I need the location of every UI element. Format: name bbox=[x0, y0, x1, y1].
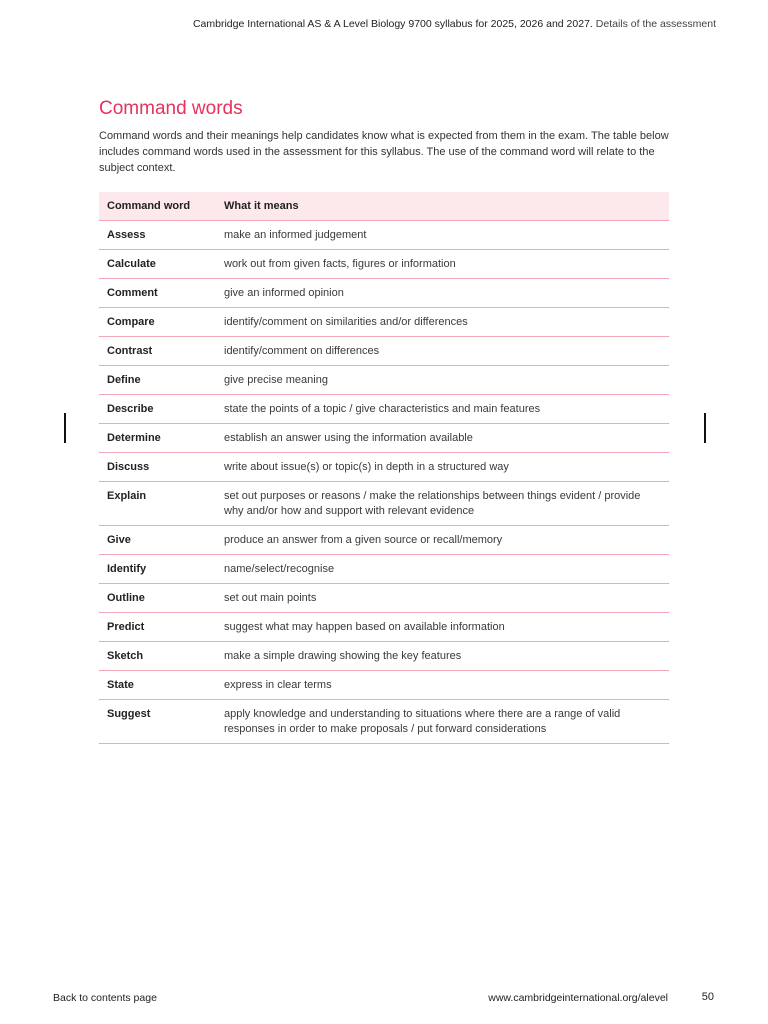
table-row bbox=[99, 584, 669, 613]
command-word-cell: Predict bbox=[99, 613, 216, 642]
website-link[interactable]: www.cambridgeinternational.org/alevel bbox=[488, 992, 668, 1004]
column-header-meaning: What it means bbox=[224, 200, 299, 212]
table-row bbox=[99, 337, 669, 366]
table-row bbox=[99, 424, 669, 453]
table-row bbox=[99, 308, 669, 337]
table-row bbox=[99, 642, 669, 671]
command-word-cell: Sketch bbox=[99, 642, 216, 671]
table-row bbox=[99, 555, 669, 584]
column-header-command-word: Command word bbox=[107, 200, 191, 212]
meaning-cell: set out main points bbox=[216, 584, 669, 613]
meaning-cell: apply knowledge and understanding to situations where there are a range of valid responses in order to make proposals / put forward considerations bbox=[216, 700, 669, 744]
meaning-cell: give an informed opinion bbox=[216, 279, 669, 308]
document-title: Cambridge International AS & A Level Biology 9700 syllabus for 2025, 2026 and 2027. bbox=[192, 18, 593, 30]
command-word-cell: State bbox=[99, 671, 216, 700]
meaning-cell: state the points of a topic / give characteristics and main features bbox=[216, 395, 669, 424]
table-row bbox=[99, 526, 669, 555]
intro-paragraph: Command words and their meanings help candidates know what is expected from them in the exam. The table below includes command words used in the assessment for this syllabus. The use of the command word will relate to the subject context. bbox=[99, 130, 669, 174]
table-row bbox=[99, 250, 669, 279]
command-word-cell: Compare bbox=[99, 308, 216, 337]
command-word-cell: Give bbox=[99, 526, 216, 555]
meaning-cell: identify/comment on differences bbox=[216, 337, 669, 366]
table-row bbox=[99, 671, 669, 700]
table-row bbox=[99, 482, 669, 526]
command-word-cell: Calculate bbox=[99, 250, 216, 279]
command-word-cell: Assess bbox=[99, 221, 216, 250]
meaning-cell: set out purposes or reasons / make the relationships between things evident / provide why and/or how and support with relevant evidence bbox=[216, 482, 669, 526]
command-word-cell: Explain bbox=[99, 482, 216, 526]
meaning-cell: give precise meaning bbox=[216, 366, 669, 395]
table-row bbox=[99, 279, 669, 308]
meaning-cell: establish an answer using the information available bbox=[216, 424, 669, 453]
running-header bbox=[193, 18, 716, 30]
meaning-cell: express in clear terms bbox=[216, 671, 669, 700]
back-to-contents-link[interactable]: Back to contents page bbox=[53, 992, 157, 1004]
command-word-cell: Contrast bbox=[99, 337, 216, 366]
table-body bbox=[99, 221, 669, 744]
table-row bbox=[99, 700, 669, 744]
command-word-cell: Determine bbox=[99, 424, 216, 453]
meaning-cell: write about issue(s) or topic(s) in depth in a structured way bbox=[216, 453, 669, 482]
change-bar-right bbox=[704, 413, 706, 443]
command-word-cell: Define bbox=[99, 366, 216, 395]
command-word-cell: Suggest bbox=[99, 700, 216, 744]
table-header-row bbox=[99, 192, 669, 221]
meaning-cell: make a simple drawing showing the key features bbox=[216, 642, 669, 671]
command-word-cell: Identify bbox=[99, 555, 216, 584]
command-word-cell: Comment bbox=[99, 279, 216, 308]
command-word-cell: Discuss bbox=[99, 453, 216, 482]
meaning-cell: make an informed judgement bbox=[216, 221, 669, 250]
command-word-cell: Outline bbox=[99, 584, 216, 613]
meaning-cell: name/select/recognise bbox=[216, 555, 669, 584]
section-heading: Command words bbox=[99, 98, 243, 119]
section-name: Details of the assessment bbox=[595, 18, 716, 30]
command-word-cell: Describe bbox=[99, 395, 216, 424]
table-row bbox=[99, 395, 669, 424]
meaning-cell: suggest what may happen based on available information bbox=[216, 613, 669, 642]
table-row bbox=[99, 613, 669, 642]
table-row bbox=[99, 453, 669, 482]
meaning-cell: identify/comment on similarities and/or differences bbox=[216, 308, 669, 337]
change-bar-left bbox=[64, 413, 66, 443]
command-words-table bbox=[99, 192, 669, 744]
page-number: 50 bbox=[701, 991, 714, 1003]
meaning-cell: produce an answer from a given source or recall/memory bbox=[216, 526, 669, 555]
table-row bbox=[99, 221, 669, 250]
table-row bbox=[99, 366, 669, 395]
meaning-cell: work out from given facts, figures or information bbox=[216, 250, 669, 279]
